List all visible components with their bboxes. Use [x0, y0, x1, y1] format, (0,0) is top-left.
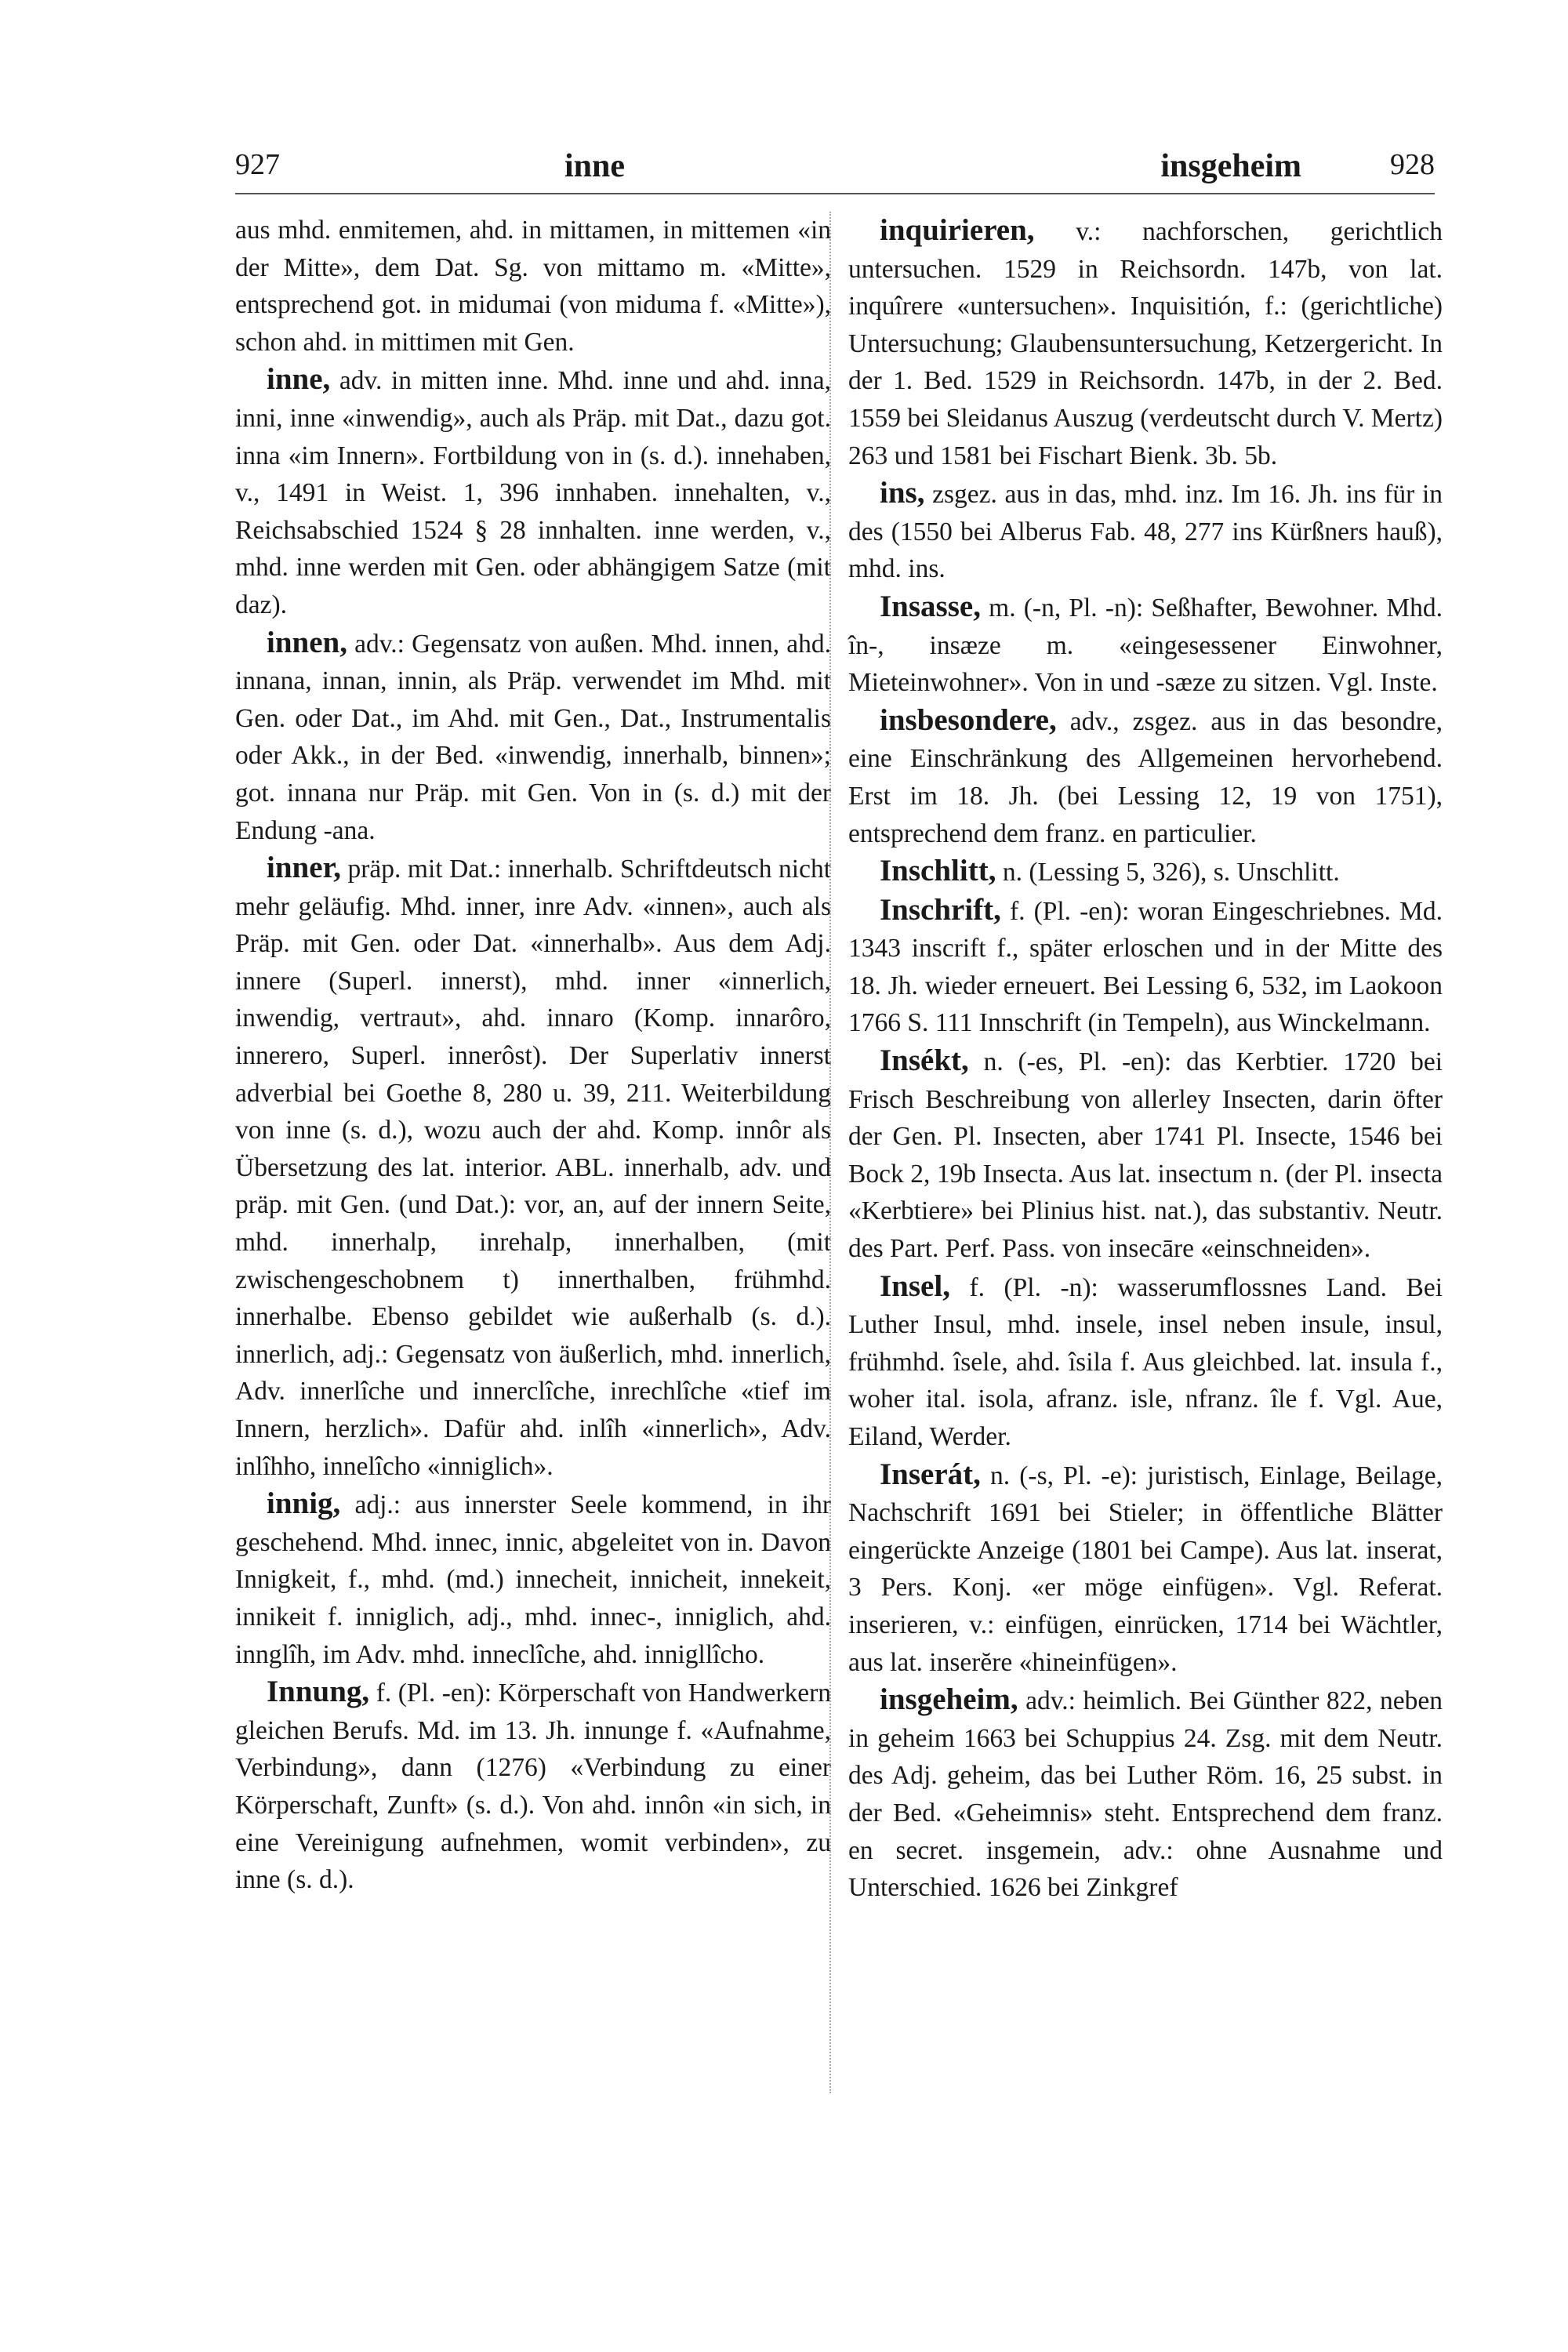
running-header [235, 140, 1435, 194]
entry-lemma: inquirieren, [880, 213, 1035, 247]
dictionary-entry [848, 1681, 1443, 1907]
right-column [848, 212, 1443, 1907]
dictionary-entry [848, 212, 1443, 474]
entry-text: adv.: heimlich. Bei Günther 822, neben in geheim 1663 bei Schuppius 24. Zsg. mit dem Neutr. des Adj. geheim, das bei Luther Röm. 16, 25 subst. in der Bed. «Geheimnis» steht. Entsprechend dem franz. en secret. insgemein, adv.: ohne Ausnahme und Unterschied. 1626 bei Zinkgref [848, 1686, 1443, 1903]
dictionary-entry [848, 588, 1443, 702]
entry-lemma: innig, [267, 1486, 341, 1521]
entry-lemma: inner, [267, 851, 342, 885]
entry-lemma: innen, [267, 625, 347, 659]
dictionary-entry [848, 1268, 1443, 1456]
dictionary-entry [848, 474, 1443, 588]
entry-text: f. (Pl. -en): Körperschaft von Handwerkern gleichen Berufs. Md. im 13. Jh. innunge f. «Aufnahme, Verbindung», dann (1276) «Verbindung zu einer Körperschaft, Zunft» (s. d.). Von ahd. innôn «in sich, in eine Vereinigung aufnehmen, womit verbinden», zu inne (s. d.). [235, 1679, 832, 1895]
entry-lemma: Inserát, [880, 1457, 981, 1491]
entry-text: m. (-n, Pl. -n): Seßhafter, Bewohner. Mhd. în-, insæze m. «eingesessener Einwohner, Mieteinwohner». Von in und -sæze zu sitzen. Vgl. Inste. [848, 593, 1443, 698]
running-headword-left: inne [564, 148, 626, 184]
entry-text: zsgez. aus in das, mhd. inz. Im 16. Jh. ins für in des (1550 bei Alberus Fab. 48, 277 ins Kürßners hauß), mhd. ins. [848, 480, 1443, 584]
entry-lemma: Insel, [880, 1269, 950, 1303]
entry-text: n. (-s, Pl. -e): juristisch, Einlage, Beilage, Nachschrift 1691 bei Stieler; in öffentliche Blätter eingerückte Anzeige (1801 bei Campe). Aus lat. inserat, 3 Pers. Konj. «er möge einfügen». Vgl. Referat. inserieren, v.: einfügen, einrücken, 1714 bei Wächtler, aus lat. inserĕre «hineinfügen». [848, 1461, 1443, 1677]
entry-lemma: Inschlitt, [880, 854, 996, 888]
dictionary-entry [848, 891, 1443, 1042]
entry-text: v.: nachforschen, gerichtlich untersuchen. 1529 in Reichsordn. 147b, von lat. inquîrere «untersuchen». Inquisitión, f.: (gerichtliche) Untersuchung; Glaubensuntersuchung, Ketzergericht. In der 1. Bed. 1529 in Reichsordn. 147b, in der 2. Bed. 1559 bei Sleidanus Auszug (verdeutscht durch V. Mertz) 263 und 1581 bei Fischart Bienk. 3b. 5b. [848, 217, 1443, 470]
entry-continuation: aus mhd. enmitemen, ahd. in mittamen, in mittemen «in der Mitte», dem Dat. Sg. von mittamo m. «Mitte», entsprechend got. in midumai (von miduma f. «Mitte»), schon ahd. in mittimen mit Gen. [235, 216, 831, 357]
dictionary-entry [848, 1456, 1443, 1682]
running-headword-right: insgeheim [1160, 148, 1301, 184]
entry-text: n. (Lessing 5, 326), s. Unschlitt. [1002, 858, 1340, 887]
entry-lemma: inne, [267, 362, 331, 397]
dictionary-entry [235, 361, 831, 623]
entry-lemma: Insékt, [880, 1044, 969, 1078]
page-number-right: 928 [1390, 148, 1435, 181]
entry-text: f. (Pl. -n): wasserumflossnes Land. Bei Luther Insul, mhd. insele, insel neben insule, insul, frühmhd. îsele, ahd. îsila f. Aus gleichbed. lat. insula f., woher ital. isola, afranz. isle, nfranz. île f. Vgl. Aue, Eiland, Werder. [848, 1272, 1443, 1451]
dictionary-entry [235, 849, 831, 1485]
entry-lemma: Innung, [267, 1675, 370, 1709]
dictionary-entry [848, 702, 1443, 852]
entry-lemma: Inschrift, [880, 892, 1001, 927]
left-column [235, 212, 831, 1899]
dictionary-entry [235, 624, 831, 850]
entry-text: adv.: Gegensatz von außen. Mhd. innen, ahd. innana, innan, innin, als Präp. verwendet im Mhd. mit Gen. oder Dat., im Ahd. mit Gen., Dat., Instrumentalis oder Akk., in der Bed. «inwendig, innerhalb, binnen»; got. innana nur Präp. mit Gen. Von in (s. d.) mit der Endung -ana. [235, 629, 831, 845]
entry-text: adj.: aus innerster Seele kommend, in ihr geschehend. Mhd. innec, innic, abgeleitet von in. Davon Innigkeit, f., mhd. (md.) innecheit, innicheit, innekeit, innikeit f. inniglich, adj., mhd. innec-, inniglich, ahd. innglîh, im Adv. mhd. inneclîche, ahd. innigllîcho. [235, 1490, 832, 1669]
entry-lemma: insgeheim, [880, 1682, 1018, 1717]
column-divider [829, 212, 831, 2093]
dictionary-entry [848, 1042, 1443, 1268]
dictionary-entry [848, 852, 1443, 891]
entry-lemma: insbesondere, [880, 702, 1057, 737]
entry-text: präp. mit Dat.: innerhalb. Schriftdeutsch nicht mehr geläufig. Mhd. inner, inre Adv. «innen», auch als Präp. mit Gen. oder Dat. «innerhalb». Aus dem Adj. innere (Superl. innerst), mhd. inner «innerlich, inwendig, vertraut», ahd. innaro (Komp. innarôro, innerero, Superl. innerôst). Der Superlativ innerst adverbial bei Goethe 8, 280 u. 39, 211. Weiterbildung von inne (s. d.), wozu auch der ahd. Komp. innôr als Übersetzung des lat. interior. ABL. innerhalb, adv. und präp. mit Gen. (und Dat.): vor, an, auf der innern Seite, mhd. innerhalp, inrehalp, innerhalben, (mit zwischengeschobnem t) innerthalben, frühmhd. innerhalbe. Ebenso gebildet wie außerhalb (s. d.). innerlich, adj.: Gegensatz von äußerlich, mhd. innerlich, Adv. innerlîche und innerclîche, inrechlîche «tief im Innern, herzlich». Dafür ahd. inlîh «innerlich», Adv. inlîhho, innelîcho «inniglich». [235, 855, 832, 1481]
dictionary-entry [235, 1673, 831, 1899]
page-number-left: 927 [235, 148, 280, 181]
entry-text: adv., zsgez. aus in das besondre, eine Einschränkung des Allgemeinen hervorhebend. Erst im 18. Jh. (bei Lessing 12, 19 von 1751), entsprechend dem franz. en particulier. [848, 706, 1443, 848]
entry-lemma: Insasse, [880, 589, 981, 623]
entry-text: n. (-es, Pl. -en): das Kerbtier. 1720 bei Frisch Beschreibung von allerley Insecten, darin öfter der Gen. Pl. Insecten, aber 1741 Pl. Insecte, 1546 bei Bock 2, 19b Insecta. Aus lat. insectum n. (der Pl. insecta «Kerbtiere» bei Plinius hist. nat.), das substantiv. Neutr. des Part. Perf. Pass. von insecāre «einschneiden». [848, 1047, 1443, 1264]
dictionary-entry [235, 1485, 831, 1673]
entry-text: adv. in mitten inne. Mhd. inne und ahd. inna, inni, inne «inwendig», auch als Präp. mit Dat., dazu got. inna «im Innern». Fortbildung von in (s. d.). innehaben, v., 1491 in Weist. 1, 396 innhaben. innehalten, v., Reichsabschied 1524 § 28 innhalten. inne werden, v., mhd. inne werden mit Gen. oder abhängigem Satze (mit daz). [235, 366, 831, 619]
entry-lemma: ins, [880, 476, 925, 510]
entry-text: f. (Pl. -en): woran Eingeschriebnes. Md. 1343 inscrift f., später erloschen und in der Mitte des 18. Jh. wieder erneuert. Bei Lessing 6, 532, im Laokoon 1766 S. 111 Innschrift (in Tempeln), aus Winckelmann. [848, 896, 1443, 1038]
